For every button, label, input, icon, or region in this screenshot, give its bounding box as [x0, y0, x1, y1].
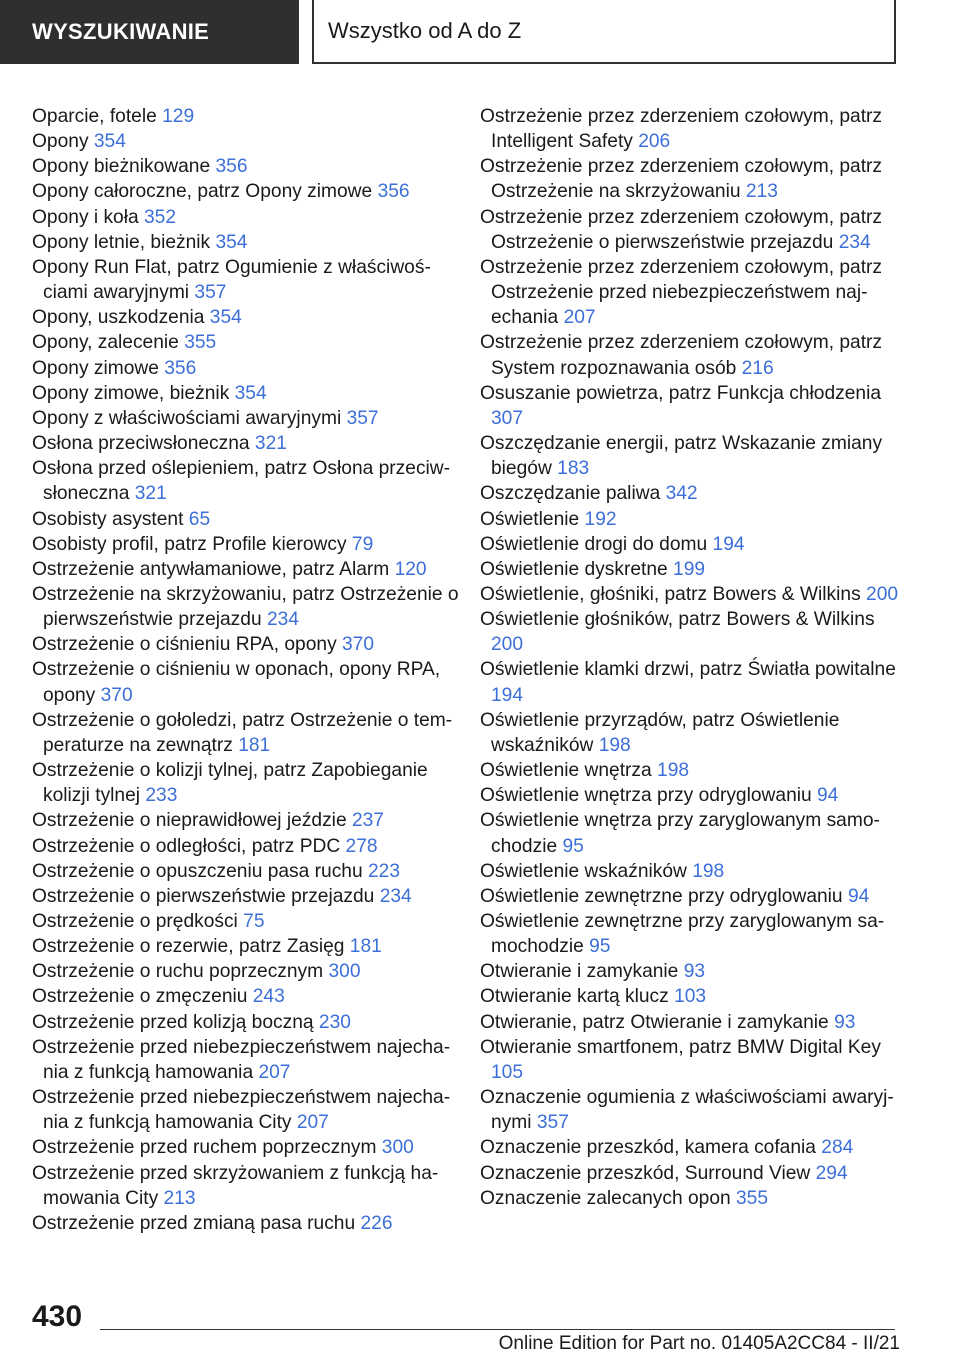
index-entry	[480, 381, 900, 431]
index-entry-term: Opony zimowe, bieżnik	[32, 382, 230, 404]
index-entry-term: Ostrzeżenie o nieprawidłowej jeździe	[32, 810, 347, 832]
page-reference-link[interactable]: 223	[367, 860, 400, 882]
index-entry-term: Oświetlenie zewnętrzne przy odryglowaniu	[480, 885, 843, 907]
index-entry-term: Oszczędzanie energii, patrz Wskazanie zmiany biegów	[480, 433, 883, 480]
index-entry-term: Oświetlenie drogi do domu	[480, 533, 708, 555]
page-reference-link[interactable]: 234	[266, 609, 299, 631]
page-reference-link[interactable]: 129	[162, 106, 195, 127]
index-entry-term: Opony	[32, 131, 89, 153]
index-entry-term: Ostrzeżenie o ciśnieniu w oponach, opony RPA, opony	[32, 659, 441, 706]
index-entry-term: Opony Run Flat, patrz Ogumienie z właściwościami awaryjnymi	[32, 256, 431, 304]
index-entry	[32, 582, 462, 632]
page-reference-link[interactable]: 216	[741, 357, 774, 379]
page-reference-link[interactable]: 206	[638, 131, 671, 153]
index-entry	[32, 959, 462, 984]
index-entry	[32, 1161, 462, 1211]
index-entry	[32, 305, 462, 330]
index-entry	[32, 255, 462, 305]
index-entry	[480, 859, 900, 884]
index-entry	[480, 984, 900, 1009]
index-entry-term: Otwieranie, patrz Otwieranie i zamykanie	[480, 1011, 829, 1033]
index-entry-term: Oznaczenie przeszkód, kamera cofania	[480, 1137, 816, 1159]
index-entry-term: Opony całoroczne, patrz Opony zimowe	[32, 181, 373, 203]
index-entry-term: Ostrzeżenie o ruchu poprzecznym	[32, 961, 324, 983]
index-entry-term: Oświetlenie, głośniki, patrz Bowers & Wilkins	[480, 583, 861, 605]
index-entry	[480, 758, 900, 783]
index-entry-term: Ostrzeżenie przez zderzeniem czołowym, patrz Ostrzeżenie o pierwszeństwie przejazdu	[480, 206, 883, 253]
index-entry	[32, 884, 462, 909]
page-reference-link[interactable]: 354	[209, 307, 242, 329]
page-reference-link[interactable]: 192	[584, 508, 617, 530]
page-reference-link[interactable]: 243	[252, 986, 285, 1008]
index-entry	[480, 1161, 900, 1186]
index-entry-term: Osobisty profil, patrz Profile kierowcy	[32, 533, 347, 555]
index-entry-term: Ostrzeżenie przez zderzeniem czołowym, patrz System rozpoznawania osób	[480, 332, 883, 379]
index-entry-term: Opony, uszkodzenia	[32, 307, 205, 329]
index-entry	[32, 406, 462, 431]
index-entry-term: Otwieranie i zamykanie	[480, 961, 679, 983]
index-entry	[32, 834, 462, 859]
page-reference-link[interactable]: 342	[665, 483, 698, 505]
page-reference-link[interactable]: 321	[134, 483, 167, 505]
index-entry	[480, 783, 900, 808]
index-entry-term: Oświetlenie wnętrza przy zaryglowanym samochodzie	[480, 810, 880, 857]
index-entry-term: Oświetlenie wnętrza przy odryglowaniu	[480, 785, 812, 807]
index-entry	[480, 1186, 900, 1211]
page-reference-link[interactable]: 198	[598, 734, 631, 756]
page-reference-link[interactable]: 207	[258, 1061, 291, 1083]
page-reference-link[interactable]: 198	[657, 760, 690, 782]
page-reference-link[interactable]: 200	[866, 583, 899, 605]
index-entry-term: Oświetlenie wnętrza	[480, 760, 652, 782]
index-entry	[480, 884, 900, 909]
index-entry-term: Opony letnie, bieżnik	[32, 231, 211, 253]
index-entry	[480, 808, 900, 858]
index-entry	[32, 179, 462, 204]
page-reference-link[interactable]: 120	[394, 558, 427, 580]
page-reference-link[interactable]: 94	[847, 885, 870, 907]
index-entry-term: Opony, zalecenie	[32, 332, 179, 354]
index-entry	[480, 607, 900, 657]
index-entry	[480, 532, 900, 557]
index-entry-term: Ostrzeżenie o ciśnieniu RPA, opony	[32, 634, 337, 656]
index-entry	[480, 1135, 900, 1160]
index-entry-term: Oświetlenie głośników, patrz Bowers & Wilkins	[480, 609, 875, 631]
index-entry-term: Oparcie, fotele	[32, 106, 157, 127]
page-reference-link[interactable]: 226	[360, 1212, 393, 1234]
index-entry-term: Ostrzeżenie o prędkości	[32, 911, 238, 932]
page-reference-link[interactable]: 194	[712, 533, 745, 555]
index-entry	[480, 154, 900, 204]
index-entry	[32, 909, 462, 934]
index-entry-term: Ostrzeżenie przed kolizją boczną	[32, 1011, 314, 1033]
index-entry	[32, 1010, 462, 1035]
index-entry-term: Oznaczenie przeszkód, Surround View	[480, 1162, 811, 1184]
index-entry	[32, 456, 462, 506]
index-entry	[32, 129, 462, 154]
page-reference-link[interactable]: 181	[349, 936, 382, 958]
page-reference-link[interactable]: 237	[351, 810, 384, 832]
section-tab: WYSZUKIWANIE	[0, 0, 299, 64]
index-entry-term: Oświetlenie dyskretne	[480, 558, 668, 580]
index-entry-term: Osuszanie powietrza, patrz Funkcja chłodzenia	[480, 382, 882, 404]
footer-edition: Online Edition for Part no. 01405A2CC84 - II/21	[498, 1333, 900, 1354]
index-entry	[480, 1035, 900, 1085]
footer-divider	[100, 1329, 895, 1330]
page-reference-link[interactable]: 352	[144, 206, 177, 228]
index-column-left	[32, 104, 462, 1236]
page-reference-link[interactable]: 95	[562, 835, 584, 857]
page-reference-link[interactable]: 65	[188, 508, 211, 530]
page-reference-link[interactable]: 200	[491, 634, 524, 656]
index-entry	[480, 1085, 900, 1135]
index-entry	[480, 104, 900, 154]
index-entry	[480, 582, 900, 607]
page-reference-link[interactable]: 103	[674, 986, 707, 1008]
page-reference-link[interactable]: 183	[557, 458, 590, 480]
index-entry	[32, 330, 462, 355]
page-reference-link[interactable]: 181	[238, 734, 271, 756]
index-column-right	[480, 104, 900, 1211]
page-reference-link[interactable]: 321	[254, 433, 287, 455]
index-entry	[32, 1085, 462, 1135]
index-entry-term: Ostrzeżenie o kolizji tylnej, patrz Zapobieganie kolizji tylnej	[32, 760, 428, 807]
index-entry	[32, 381, 462, 406]
index-entry	[32, 557, 462, 582]
index-entry-term: Oszczędzanie paliwa	[480, 483, 661, 505]
index-entry-term: Ostrzeżenie antywłamaniowe, patrz Alarm	[32, 558, 390, 580]
index-entry	[32, 431, 462, 456]
index-entry	[32, 507, 462, 532]
page-reference-link[interactable]: 213	[745, 181, 778, 203]
page-reference-link[interactable]: 356	[377, 181, 410, 203]
page-reference-link[interactable]: 300	[328, 961, 361, 983]
index-entry-term: Oświetlenie wskaźników	[480, 860, 687, 882]
index-entry	[32, 1035, 462, 1085]
index-entry-term: Otwieranie kartą klucz	[480, 986, 669, 1008]
index-entry-term: Ostrzeżenie przed ruchem poprzecznym	[32, 1137, 377, 1159]
index-entry-term: Opony i koła	[32, 206, 139, 228]
index-entry-term: Opony z właściwościami awaryjnymi	[32, 407, 342, 429]
page-reference-link[interactable]: 234	[838, 231, 871, 253]
index-entry	[32, 154, 462, 179]
page-reference-link[interactable]: 355	[736, 1187, 769, 1209]
index-entry	[32, 205, 462, 230]
index-entry	[32, 1135, 462, 1160]
index-entry	[480, 205, 900, 255]
page-reference-link[interactable]: 93	[834, 1011, 856, 1033]
index-entry	[32, 808, 462, 833]
page-reference-link[interactable]: 93	[683, 961, 706, 983]
index-entry-term: Ostrzeżenie przez zderzeniem czołowym, patrz Intelligent Safety	[480, 106, 883, 153]
page-reference-link[interactable]: 75	[243, 911, 265, 932]
index-entry-term: Osłona przed oślepieniem, patrz Osłona przeciwsłoneczna	[32, 458, 451, 505]
page-reference-link[interactable]: 234	[379, 885, 412, 907]
index-entry-term: Ostrzeżenie o odległości, patrz PDC	[32, 835, 341, 857]
index-entry	[32, 532, 462, 557]
page-reference-link[interactable]: 278	[345, 835, 378, 857]
index-entry	[480, 481, 900, 506]
index-entry-term: Opony zimowe	[32, 357, 159, 379]
index-entry-term: Ostrzeżenie przed zmianą pasa ruchu	[32, 1212, 356, 1234]
page-reference-link[interactable]: 357	[536, 1112, 569, 1134]
index-entry	[32, 859, 462, 884]
index-entry	[32, 632, 462, 657]
page-reference-link[interactable]: 284	[821, 1137, 854, 1159]
index-entry	[32, 1211, 462, 1236]
page-reference-link[interactable]: 79	[351, 533, 374, 555]
index-entry-term: Osłona przeciwsłoneczna	[32, 433, 250, 455]
index-entry-term: Oznaczenie zalecanych opon	[480, 1187, 731, 1209]
page-reference-link[interactable]: 370	[100, 684, 133, 706]
page-reference-link[interactable]: 300	[381, 1137, 414, 1159]
page-reference-link[interactable]: 357	[346, 407, 379, 429]
page-reference-link[interactable]: 354	[234, 382, 267, 404]
page-reference-link[interactable]: 198	[692, 860, 725, 882]
index-entry	[32, 758, 462, 808]
index-entry-term: Oświetlenie	[480, 508, 580, 530]
page-reference-link[interactable]: 199	[673, 558, 706, 580]
page-reference-link[interactable]: 94	[817, 785, 839, 807]
page-reference-link[interactable]: 230	[318, 1011, 351, 1033]
index-entry	[480, 557, 900, 582]
index-entry-term: Ostrzeżenie o zmęczeniu	[32, 986, 248, 1008]
index-entry	[480, 507, 900, 532]
index-entry-term: Ostrzeżenie przed skrzyżowaniem z funkcją hamowania City	[32, 1162, 439, 1209]
index-entry-term: Opony bieżnikowane	[32, 156, 211, 178]
page-reference-link[interactable]: 207	[296, 1112, 329, 1134]
index-entry-term: Ostrzeżenie przed niebezpieczeństwem najechania z funkcją hamowania City	[32, 1087, 451, 1134]
index-entry	[32, 934, 462, 959]
index-entry-term: Ostrzeżenie przez zderzeniem czołowym, patrz Ostrzeżenie na skrzyżowaniu	[480, 156, 883, 203]
page-reference-link[interactable]: 357	[194, 282, 227, 304]
index-entry-term: Otwieranie smartfonem, patrz BMW Digital Key	[480, 1036, 881, 1058]
page-reference-link[interactable]: 233	[145, 785, 178, 807]
index-entry-term: Oświetlenie klamki drzwi, patrz Światła powitalne	[480, 659, 896, 681]
index-entry	[480, 1010, 900, 1035]
index-entry	[32, 230, 462, 255]
page-reference-link[interactable]: 307	[491, 407, 524, 429]
index-entry	[32, 104, 462, 129]
index-entry	[480, 959, 900, 984]
page-reference-link[interactable]: 356	[215, 156, 248, 178]
index-entry	[480, 708, 900, 758]
page-reference-link[interactable]: 370	[342, 634, 375, 656]
index-entry	[480, 657, 900, 707]
index-entry	[480, 431, 900, 481]
page-number: 430	[32, 1300, 83, 1333]
index-entry-term: Ostrzeżenie o pierwszeństwie przejazdu	[32, 885, 375, 907]
page-reference-link[interactable]: 194	[491, 684, 524, 706]
index-entry	[32, 356, 462, 381]
page-reference-link[interactable]: 356	[164, 357, 197, 379]
page-reference-link[interactable]: 213	[163, 1187, 196, 1209]
index-entry	[32, 984, 462, 1009]
chapter-title: Wszystko od A do Z	[312, 0, 896, 64]
page-reference-link[interactable]: 294	[815, 1162, 848, 1184]
index-entry	[480, 330, 900, 380]
page-header	[0, 0, 960, 66]
index-entry-term: Ostrzeżenie na skrzyżowaniu, patrz Ostrzeżenie o pierwszeństwie przejazdu	[32, 583, 459, 631]
page-reference-link[interactable]: 95	[589, 936, 611, 958]
index-entry-term: Ostrzeżenie o gołoledzi, patrz Ostrzeżenie o temperaturze na zewnątrz	[32, 709, 453, 756]
index-entry-term: Oznaczenie ogumienia z właściwościami awaryjnymi	[480, 1087, 894, 1134]
index-entry-term: Ostrzeżenie o rezerwie, patrz Zasięg	[32, 936, 345, 958]
page-reference-link[interactable]: 354	[93, 131, 126, 153]
page-reference-link[interactable]: 354	[215, 231, 248, 253]
page-reference-link[interactable]: 355	[184, 332, 217, 354]
index-entry-term: Ostrzeżenie przez zderzeniem czołowym, patrz Ostrzeżenie przed niebezpieczeństwem najechania	[480, 256, 883, 329]
index-entry-term: Oświetlenie zewnętrzne przy zaryglowanym samochodzie	[480, 911, 885, 958]
index-entry-term: Osobisty asystent	[32, 508, 184, 530]
index-entry	[480, 909, 900, 959]
index-entry	[32, 657, 462, 707]
index-entry-term: Oświetlenie przyrządów, patrz Oświetlenie wskaźników	[480, 709, 840, 756]
page-reference-link[interactable]: 207	[563, 307, 596, 329]
index-entry	[480, 255, 900, 330]
index-entry-term: Ostrzeżenie przed niebezpieczeństwem najechania z funkcją hamowania	[32, 1036, 451, 1083]
index-entry-term: Ostrzeżenie o opuszczeniu pasa ruchu	[32, 860, 363, 882]
index-entry	[32, 708, 462, 758]
page-reference-link[interactable]: 105	[491, 1061, 524, 1083]
